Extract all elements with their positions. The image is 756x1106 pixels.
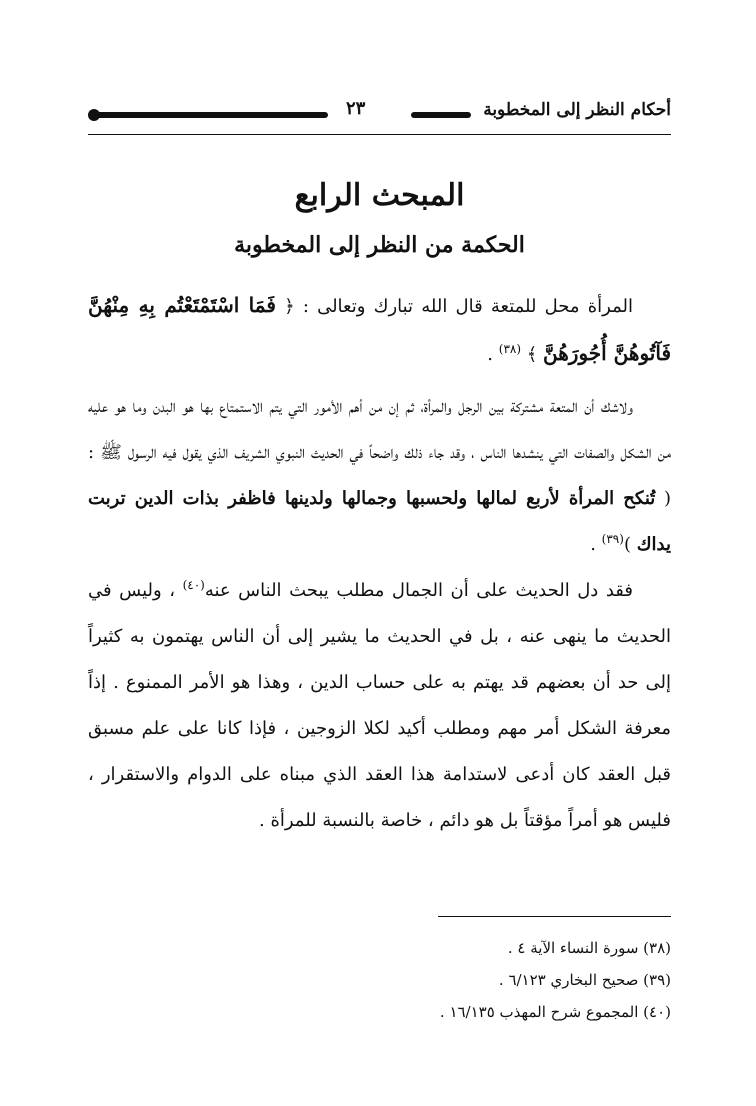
hadith-quote: تُنكح المرأة لأربع لمالها ولحسبها وجمالها ولدينها فاظفر بذات الدين تربت يداك	[88, 488, 671, 555]
paragraph-2	[88, 384, 671, 568]
running-title: أحكام النظر إلى المخطوبة	[483, 100, 671, 120]
paragraph-1	[88, 282, 671, 378]
footnotes	[88, 932, 671, 1028]
quran-quote: فَمَا اسْتَمْتَعْتُم بِهِ مِنْهُنَّ فَآتُوهُنَّ أُجُورَهُنَّ	[88, 293, 671, 365]
footnote-ref-39: (٣٩)	[601, 532, 624, 546]
paragraph-3	[88, 568, 671, 844]
header-rule-short	[411, 112, 471, 118]
p3-text-a: فقد دل الحديث على أن الجمال مطلب يبحث الناس عنه	[204, 580, 633, 601]
header-rule-long	[96, 112, 328, 118]
page-number: ٢٣	[346, 98, 366, 119]
p3-text-b: ، وليس في الحديث ما ينهى عنه ، بل في الحديث ما يشير إلى أن الناس يهتمون به كثيراً إلى حد أن بعضهم قد يهتم به على حساب الدين ، وهذا هو الأمر الممنوع . إذاً معرفة الشكل أمر مهم ومطلب أكيد لكلا الزوجين ، فإذا كانا على علم مسبق قبل العقد كان أدعى لاستدامة هذا العقد الذي مبناه على الدوام والاستقرار ، فليس هو أمراً مؤقتاً بل هو دائم ، خاصة بالنسبة للمرأة .	[88, 580, 671, 831]
p1-end: .	[487, 344, 494, 365]
header-rule-dot	[88, 109, 100, 121]
chapter-title: المبحث الرابع	[294, 178, 465, 213]
footnote-38: (٣٨) سورة النساء الآية ٤ .	[507, 939, 671, 957]
header-underline	[88, 134, 671, 135]
footnote-ref-40: (٤٠)	[182, 578, 205, 592]
quote-close: ﴾	[526, 344, 538, 365]
hadith-close: )	[623, 534, 631, 555]
footnote-40: (٤٠) المجموع شرح المهذب ١٦/١٣٥ .	[439, 1003, 671, 1021]
p1-intro: المرأة محل للمتعة قال الله تبارك وتعالى : ﴿	[284, 296, 633, 317]
footnote-ref-38: (٣٨)	[498, 342, 522, 356]
section-title: الحكمة من النظر إلى المخطوبة	[234, 232, 525, 258]
p2-text: ولاشك أن المتعة مشتركة بين الرجل والمرأة، ثم إن من أهم الأمور التي يتم الاستمتاع بها هو البدن وما هو عليه من الشكل والصفات التي ينشدها الناس ، وقد جاء ذلك واضحاً في الحديث النبوي الشريف الذي يقول فيه الرسول ﷺ : (	[88, 396, 671, 509]
footnote-39: (٣٩) صحيح البخاري ٦/١٢٣ .	[498, 971, 671, 989]
p2-end: .	[590, 534, 596, 555]
body-text	[88, 282, 671, 844]
footnote-separator	[438, 916, 671, 917]
page-header	[88, 96, 671, 132]
